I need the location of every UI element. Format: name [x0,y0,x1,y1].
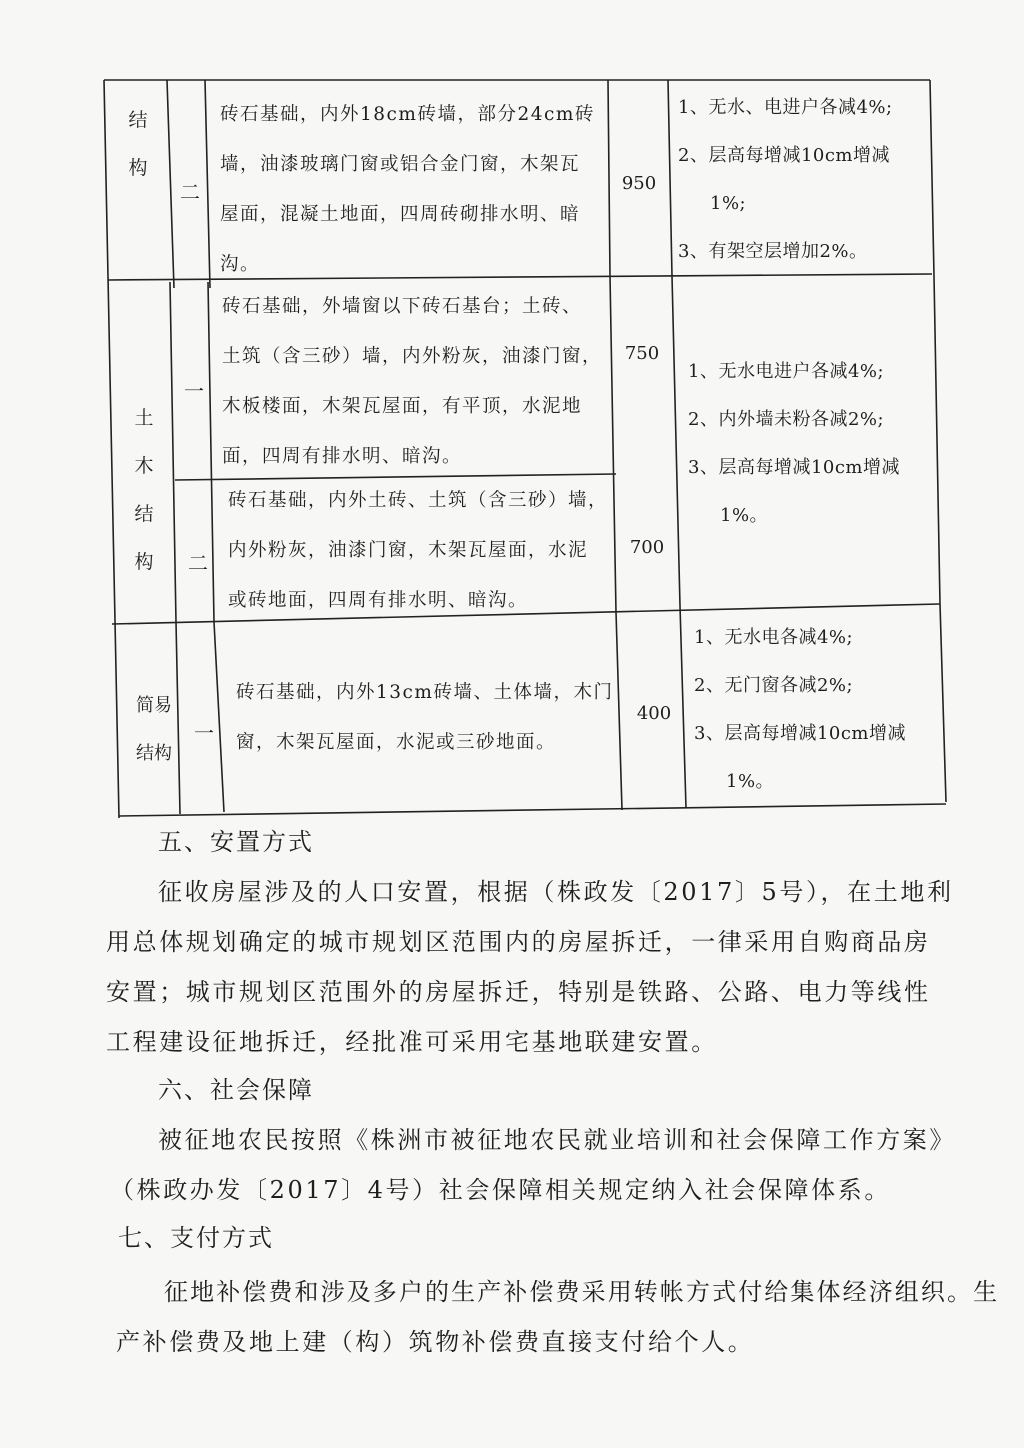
description-line: 沟。 [220,254,261,275]
description-line: 墙，油漆玻璃门窗或铝合金门窗，木架瓦 [220,154,581,175]
category-char: 构 [128,157,148,179]
price-cell: 950 [621,173,657,194]
description-cell [228,476,613,626]
description-line: 面，四周有排水明、暗沟。 [222,446,463,467]
category-char: 构 [134,551,154,573]
description-line: 砖石基础，内外土砖、土筑（含三砂）墙， [228,490,609,511]
description-line: 砖石基础，内外13cm砖墙、土体墙，木门 [236,682,614,703]
grade-cell: 二 [188,550,208,575]
grade-cell: 一 [184,378,204,403]
paragraph-line: 征收房屋涉及的人口安置，根据（株政发〔2017〕5号），在土地利 [158,878,954,906]
adjustment-line: 1、无水电进户各减4%; [688,361,885,382]
paragraph-line: 被征地农民按照《株洲市被征地农民就业培训和社会保障工作方案》 [158,1126,956,1154]
adjustment-line: 1%。 [720,505,769,526]
category-cell-simple [126,682,182,778]
grade-cell: 一 [194,720,214,745]
paragraph-line: 产补偿费及地上建（构）筑物补偿费直接支付给个人。 [116,1328,755,1356]
description-cell [222,282,612,482]
description-line: 窗，木架瓦屋面，水泥或三砂地面。 [236,732,557,753]
adjustment-line: 3、有架空层增加2%。 [678,241,868,262]
category-cell-earth-wood [124,394,164,586]
paragraph-line: 安置；城市规划区范围外的房屋拆迁，特别是铁路、公路、电力等线性 [106,978,931,1006]
adjustment-line: 1%。 [726,771,775,792]
paragraph-line: 用总体规划确定的城市规划区范围内的房屋拆迁，一律采用自购商品房 [106,928,931,956]
adjustment-cell [688,348,900,540]
section-heading-resettlement: 五、安置方式 [158,828,314,856]
description-line: 屋面，混凝土地面，四周砖砌排水明、暗 [220,204,581,225]
paragraph-line: （株政办发〔2017〕4号）社会保障相关规定纳入社会保障体系。 [110,1176,891,1204]
category-char: 结 [134,503,154,525]
adjustment-cell [678,84,893,276]
paragraph-line: 工程建设征地拆迁，经批准可采用宅基地联建安置。 [106,1028,718,1056]
description-line: 内外粉灰，油漆门窗，木架瓦屋面，水泥 [228,540,589,561]
price-cell: 700 [629,537,665,558]
price-cell: 400 [636,703,672,724]
category-char: 结 [128,109,148,131]
adjustment-line: 2、层高每增减10cm增减 [678,145,891,166]
description-line: 砖石基础，内外18cm砖墙，部分24cm砖 [220,104,595,125]
description-line: 砖石基础，外墙窗以下砖石基台；土砖、 [222,296,583,317]
description-line: 木板楼面，木架瓦屋面，有平顶，水泥地 [222,396,583,417]
description-cell [236,668,621,768]
description-cell [220,90,605,290]
category-line: 简易 [136,695,172,716]
section-heading-social-security: 六、社会保障 [158,1076,314,1104]
category-char: 木 [134,455,154,477]
description-line: 土筑（含三砂）墙，内外粉灰，油漆门窗， [222,346,603,367]
description-line: 或砖地面，四周有排水明、暗沟。 [228,590,529,611]
adjustment-line: 3、层高每增减10cm增减 [694,723,907,744]
adjustment-line: 3、层高每增减10cm增减 [688,457,901,478]
adjustment-line: 1、无水、电进户各减4%; [678,97,893,118]
category-cell-masonry-continued [118,96,158,192]
grade-cell: 二 [180,179,200,204]
adjustment-cell [694,614,906,806]
adjustment-line: 1%; [710,193,747,214]
price-cell: 750 [624,343,660,364]
paragraph-line: 征地补偿费和涉及多户的生产补偿费采用转帐方式付给集体经济组织。生 [164,1278,1000,1306]
adjustment-line: 2、内外墙未粉各减2%; [688,409,885,430]
adjustment-line: 1、无水电各减4%; [694,627,854,648]
section-heading-payment-method: 七、支付方式 [118,1224,274,1252]
category-char: 土 [134,407,154,429]
adjustment-line: 2、无门窗各减2%; [694,675,854,696]
category-line: 结构 [136,743,172,764]
